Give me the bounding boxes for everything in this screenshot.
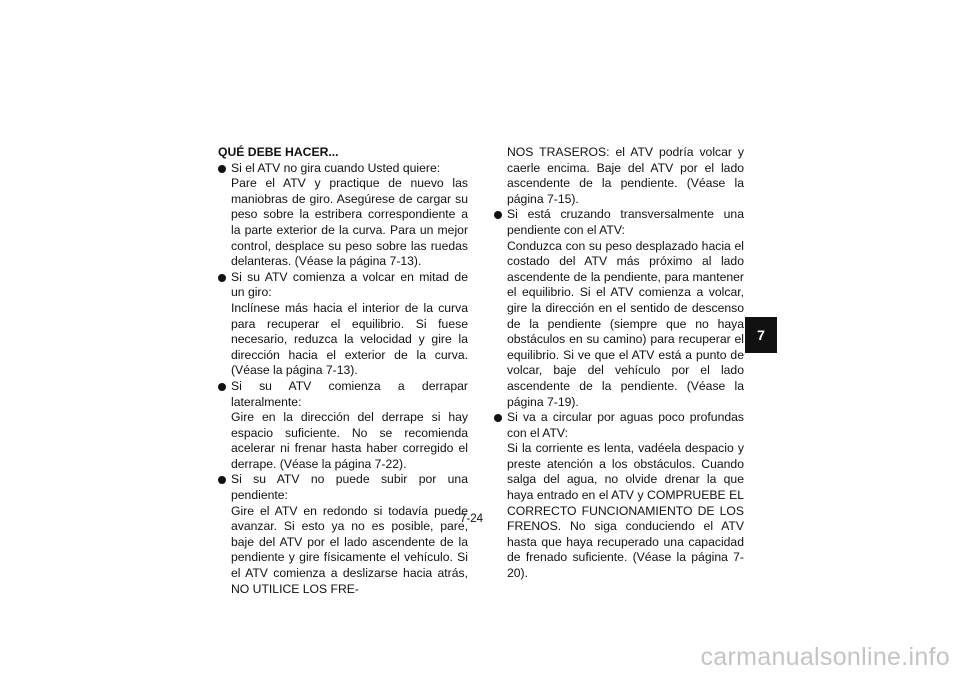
section-heading: QUÉ DEBE HACER...: [218, 145, 339, 159]
list-item-body: Inclínese más hacia el interior de la curva para recuperar el equilibrio. Si fuese necesario, reduzca la velocidad y gire la dirección hacia el exterior de la curva. (Véase la página 7-13).: [231, 300, 468, 378]
bullet-icon: [218, 165, 226, 173]
list-item-heading: Si su ATV no puede subir por una pendiente:: [231, 472, 468, 503]
watermark: carmanualsonline.info: [700, 643, 950, 671]
list-item: [494, 410, 744, 582]
list-item: [218, 161, 468, 270]
bullet-icon: [218, 274, 226, 282]
page-number: 7-24: [460, 513, 484, 525]
list-item-body: Pare el ATV y practique de nuevo las maniobras de giro. Asegúrese de cargar su peso sobre la estribera correspondiente a la parte exterior de la curva. Para un mejor control, desplace su peso sobre las ruedas delanteras. (Véase la página 7-13).: [231, 176, 468, 269]
list-item-heading: Si su ATV comienza a derrapar lateralmente:: [231, 378, 468, 409]
continued-text: NOS TRASEROS: el ATV podría volcar y caerle encima. Baje del ATV por el lado ascendente de la pendiente. (Véase la página 7-15).: [507, 145, 744, 206]
left-column: [218, 145, 468, 597]
list-item-body: Si la corriente es lenta, vadéela despacio y preste atención a los obstáculos. Cuando salga del agua, no olvide drenar la que haya entrado en el ATV y COMPRUEBE EL CORRECTO FUNCIONAMIENTO DE LOS FRENOS. No siga conduciendo el ATV hasta que haya recuperado una capacidad de frenado suficiente. (Véase la página 7-20).: [507, 441, 744, 581]
list-item-heading: Si está cruzando transversalmente una pendiente con el ATV:: [507, 207, 744, 237]
list-item: [218, 270, 468, 379]
bullet-icon: [218, 476, 226, 484]
list-item-body: Gire en la dirección del derrape si hay espacio suficiente. No se recomienda acelerar ni frenar hasta haber corregido el derrape. (Véase la página 7-22).: [231, 410, 468, 471]
list-item-body: Conduzca con su peso desplazado hacia el costado del ATV más próximo al lado ascendente de la pendiente, para mantener el equilibrio. Si el ATV comienza a volcar, gire la dirección en el sentido de descenso de la pendiente (siempre que no haya obstáculos en su camino) para recuperar el equilibrio. Si ve que el ATV está a punto de volcar, baje del vehículo por el lado ascendente de la pendiente. (Véase la página 7-19).: [507, 238, 744, 409]
list-item: [494, 207, 744, 410]
bullet-icon: [218, 383, 226, 391]
bullet-icon: [494, 414, 502, 422]
list-item-heading: Si va a circular por aguas poco profundas con el ATV:: [507, 410, 744, 440]
list-item: [218, 472, 468, 597]
list-item-body: Gire el ATV en redondo si todavía puede avanzar. Si esto ya no es posible, pare, baje del ATV por el lado ascendente de la pendiente y gire físicamente el vehículo. Si el ATV comienza a deslizarse hacia atrás, NO UTILICE LOS FRE-: [231, 503, 468, 596]
list-item-heading: Si su ATV comienza a volcar en mitad de un giro:: [231, 269, 468, 300]
chapter-tab: 7: [745, 317, 777, 353]
list-item-heading: Si el ATV no gira cuando Usted quiere:: [231, 160, 441, 175]
bullet-icon: [494, 211, 502, 219]
list-item: [218, 379, 468, 473]
right-column: [494, 145, 744, 582]
